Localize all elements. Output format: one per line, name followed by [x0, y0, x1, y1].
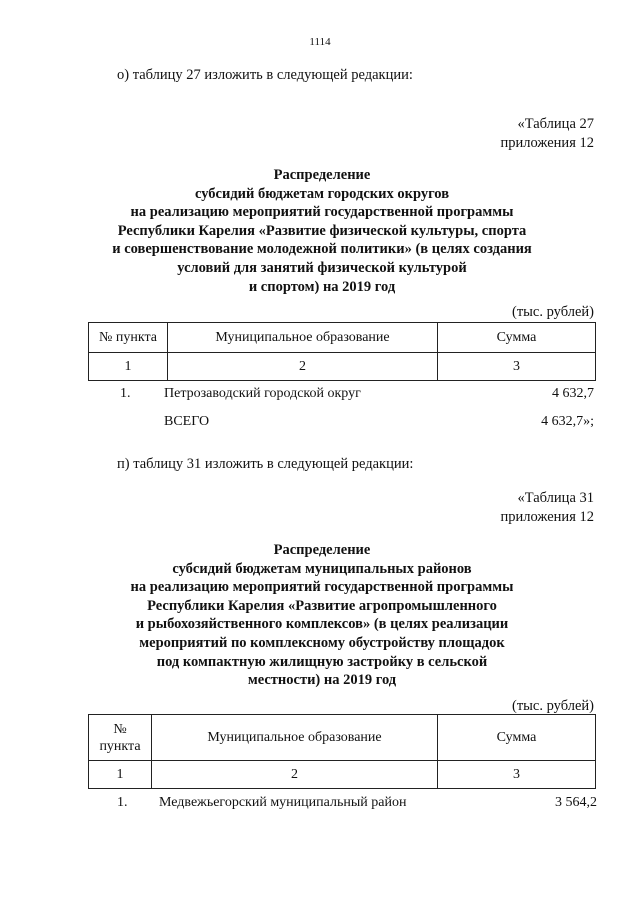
- col-number-cell: 3: [438, 761, 596, 789]
- col-number-cell: 1: [89, 353, 168, 381]
- heading-line: и совершенствование молодежной политики» (в целях создания: [112, 241, 532, 258]
- col-number-cell: 1: [89, 761, 152, 789]
- heading-line: Распределение: [273, 167, 371, 183]
- header-cell-number: № пункта: [89, 323, 168, 353]
- heading-line: на реализацию мероприятий государственной программы: [130, 204, 514, 221]
- col-number-cell: 2: [152, 761, 438, 789]
- row-number: 1.: [120, 386, 131, 401]
- row-municipality: Медвежьегорский муниципальный район: [159, 795, 407, 810]
- heading-line: и рыбохозяйственного комплексов» (в целях реализации: [135, 616, 509, 633]
- heading-line: Распределение: [273, 542, 371, 558]
- header-cell-municipality: Муниципальное образование: [168, 323, 438, 353]
- heading-line: условий для занятий физической культурой: [177, 259, 467, 276]
- heading-line: местности) на 2019 год: [247, 672, 397, 689]
- page-number: 1114: [309, 36, 331, 48]
- section-o-heading: [60, 166, 584, 296]
- section-p-heading: [60, 541, 584, 690]
- heading-line: Республики Карелия «Развитие физической культуры, спорта: [117, 222, 527, 239]
- total-amount: 4 632,7»;: [541, 414, 594, 429]
- col-number-cell: 3: [438, 353, 596, 381]
- section-p-units: (тыс. рублей): [512, 698, 594, 714]
- heading-line: Республики Карелия «Развитие агропромышленного: [147, 597, 497, 614]
- row-municipality: Петрозаводский городской округ: [164, 386, 361, 401]
- section-p-table-header: [88, 714, 596, 789]
- heading-line: субсидий бюджетам муниципальных районов: [172, 560, 472, 577]
- row-number: 1.: [117, 795, 128, 810]
- header-cell-number: [89, 715, 152, 761]
- heading-line: субсидий бюджетам городских округов: [194, 185, 450, 202]
- total-label: ВСЕГО: [164, 414, 210, 429]
- header-number-line: №: [113, 721, 127, 737]
- table-ref-line: приложения 12: [500, 135, 594, 151]
- header-cell-amount: Сумма: [438, 715, 596, 761]
- section-o-units: (тыс. рублей): [512, 304, 594, 320]
- row-amount: 3 564,2: [555, 795, 597, 810]
- section-p-table-ref: [501, 489, 594, 527]
- heading-line: и спортом) на 2019 год: [248, 278, 396, 295]
- heading-line: под компактную жилищную застройку в сельской: [156, 653, 488, 670]
- header-number-line: пункта: [99, 738, 141, 754]
- col-number-cell: 2: [168, 353, 438, 381]
- section-p-intro: п) таблицу 31 изложить в следующей редакции:: [117, 456, 414, 472]
- heading-line: на реализацию мероприятий государственной программы: [130, 579, 514, 596]
- section-o-table-ref: [501, 115, 594, 153]
- table-ref-line: «Таблица 31: [517, 490, 594, 506]
- row-amount: 4 632,7: [552, 386, 594, 401]
- header-cell-municipality: Муниципальное образование: [152, 715, 438, 761]
- table-ref-line: «Таблица 27: [517, 116, 594, 132]
- table-ref-line: приложения 12: [500, 509, 594, 525]
- heading-line: мероприятий по комплексному обустройству площадок: [139, 634, 505, 651]
- section-o-table-header: [88, 322, 596, 381]
- section-o-intro: о) таблицу 27 изложить в следующей редакции:: [117, 67, 413, 83]
- header-cell-amount: Сумма: [438, 323, 596, 353]
